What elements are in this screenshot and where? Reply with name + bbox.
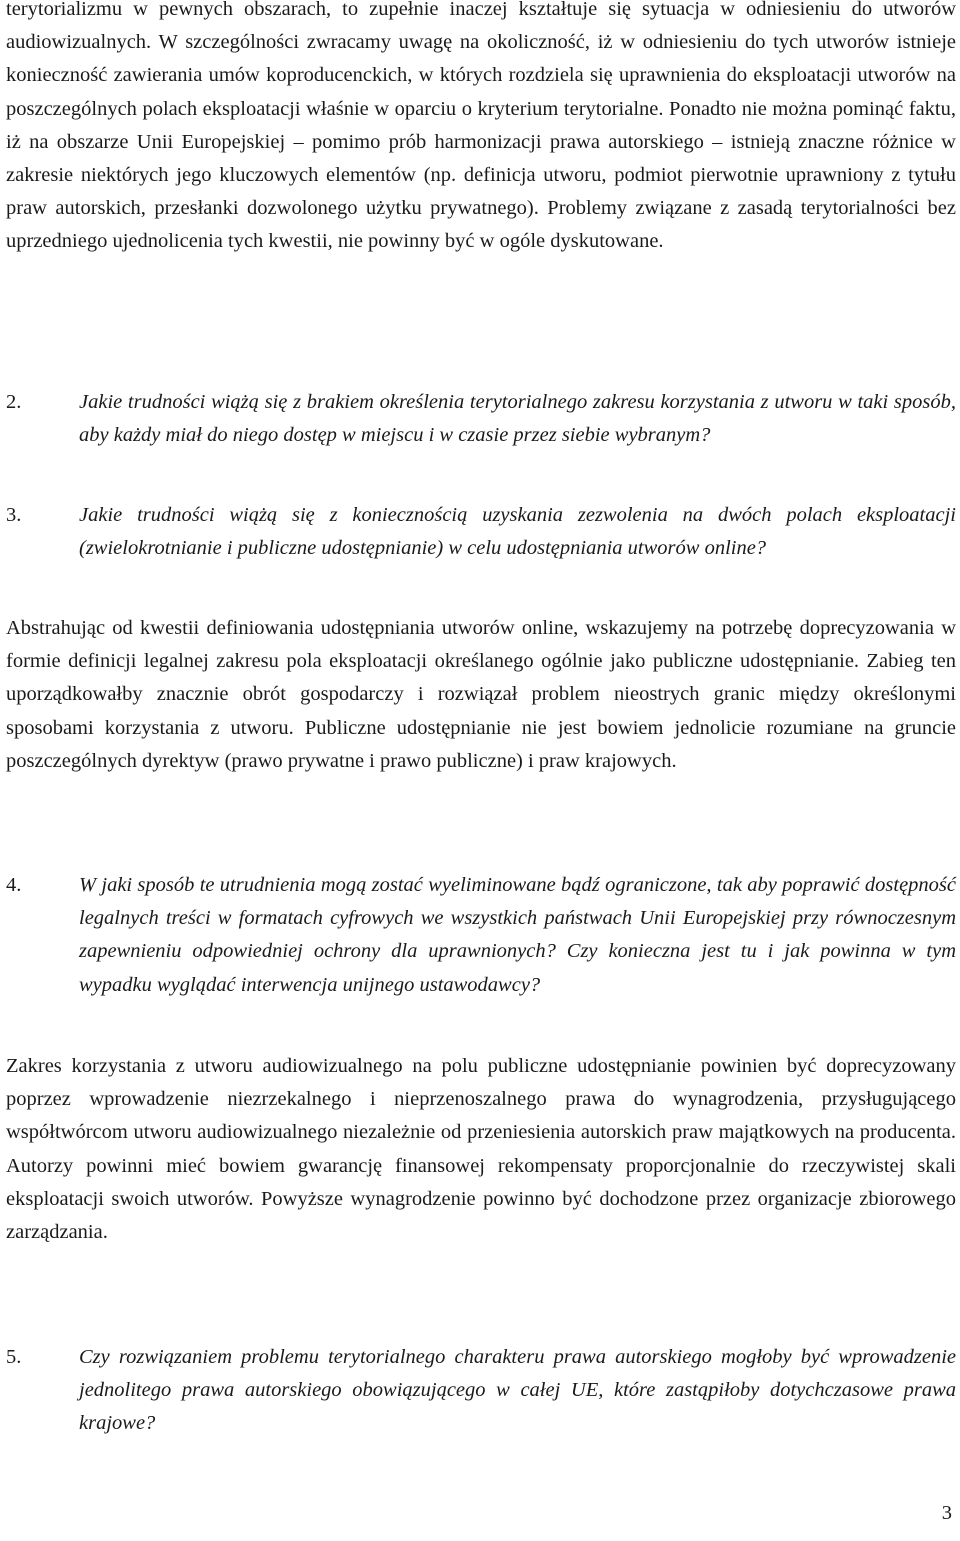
question-text: W jaki sposób te utrudnienia mogą zostać wyeliminowane bądź ograniczone, tak aby poprawić dostępność legalnych treści w formatach cyfrowych we wszystkich państwach Unii Europejskiej przy równoczesnym zapewnieniu odpowiedniej ochrony dla uprawnionych? Czy konieczna jest tu i jak powinna w tym wypadku wyglądać interwencja unijnego ustawodawcy? [79, 874, 956, 996]
body-paragraph-public-communication: Abstrahując od kwestii definiowania udostępniania utworów online, wskazujemy na potrzebę doprecyzowania w formie definicji legalnej zakresu pola eksploatacji określanego ogólnie jako publiczne udostępnianie. Zabieg ten uporządkowałby znacznie obrót gospodarczy i rozwiązał problem nieostrych granic między określonymi sposobami korzystania z utworu. Publiczne udostępnianie nie jest bowiem jednolicie rozumiane na gruncie poszczególnych dyrektyw (prawo prywatne i prawo publiczne) i praw krajowych. [6, 617, 956, 772]
body-paragraph-remuneration: Zakres korzystania z utworu audiowizualnego na polu publiczne udostępnianie powinien być doprecyzowany poprzez wprowadzenie niezrzekalnego i nieprzenoszalnego prawa do wynagrodzenia, przysługującego współtwórcom utworu audiowizualnego niezależnie od przeniesienia autorskich praw majątkowych na producenta. Autorzy powinni mieć bowiem gwarancję finansowej rekompensaty proporcjonalnie do rzeczywistej skali eksploatacji swoich utworów. Powyższe wynagrodzenie powinno być dochodzone przez organizacje zbiorowego zarządzania. [6, 1055, 956, 1244]
question-5 [6, 1341, 956, 1441]
question-number: 3. [6, 504, 22, 526]
question-4 [6, 869, 956, 1002]
body-paragraph-territoriality: terytorializmu w pewnych obszarach, to zupełnie inaczej kształtuje się sytuacja w odniesieniu do utworów audiowizualnych. W szczególności zwracamy uwagę na okoliczność, iż w odniesieniu do tych utworów istnieje konieczność zawierania umów koproducenckich, w których rozdziela się uprawnienia do eksploatacji utworów na poszczególnych polach eksploatacji właśnie w oparciu o kryterium terytorialne. Ponadto nie można pominąć faktu, iż na obszarze Unii Europejskiej – pomimo prób harmonizacji prawa autorskiego – istnieją znaczne różnice w zakresie niektórych jego kluczowych elementów (np. definicja utworu, podmiot pierwotnie uprawniony z tytułu praw autorskich, przesłanki dozwolonego użytku prywatnego). Problemy związane z zasadą terytorialności bez uprzedniego ujednolicenia tych kwestii, nie powinny być w ogóle dyskutowane. [6, 0, 956, 253]
question-3 [6, 499, 956, 565]
question-number: 5. [6, 1346, 22, 1368]
question-2 [6, 386, 956, 452]
question-text: Jakie trudności wiążą się z koniecznością uzyskania zezwolenia na dwóch polach eksploatacji (zwielokrotnianie i publiczne udostępnianie) w celu udostępniania utworów online? [79, 504, 956, 560]
question-text: Czy rozwiązaniem problemu terytorialnego charakteru prawa autorskiego mogłoby być wprowadzenie jednolitego prawa autorskiego obowiązującego w całej UE, które zastąpiłoby dotychczasowe prawa krajowe? [79, 1346, 956, 1435]
question-text: Jakie trudności wiążą się z brakiem określenia terytorialnego zakresu korzystania z utworu w taki sposób, aby każdy miał do niego dostęp w miejscu i w czasie przez siebie wybranym? [79, 391, 956, 447]
question-number: 4. [6, 874, 22, 896]
page-number: 3 [941, 1502, 952, 1524]
question-number: 2. [6, 391, 22, 413]
